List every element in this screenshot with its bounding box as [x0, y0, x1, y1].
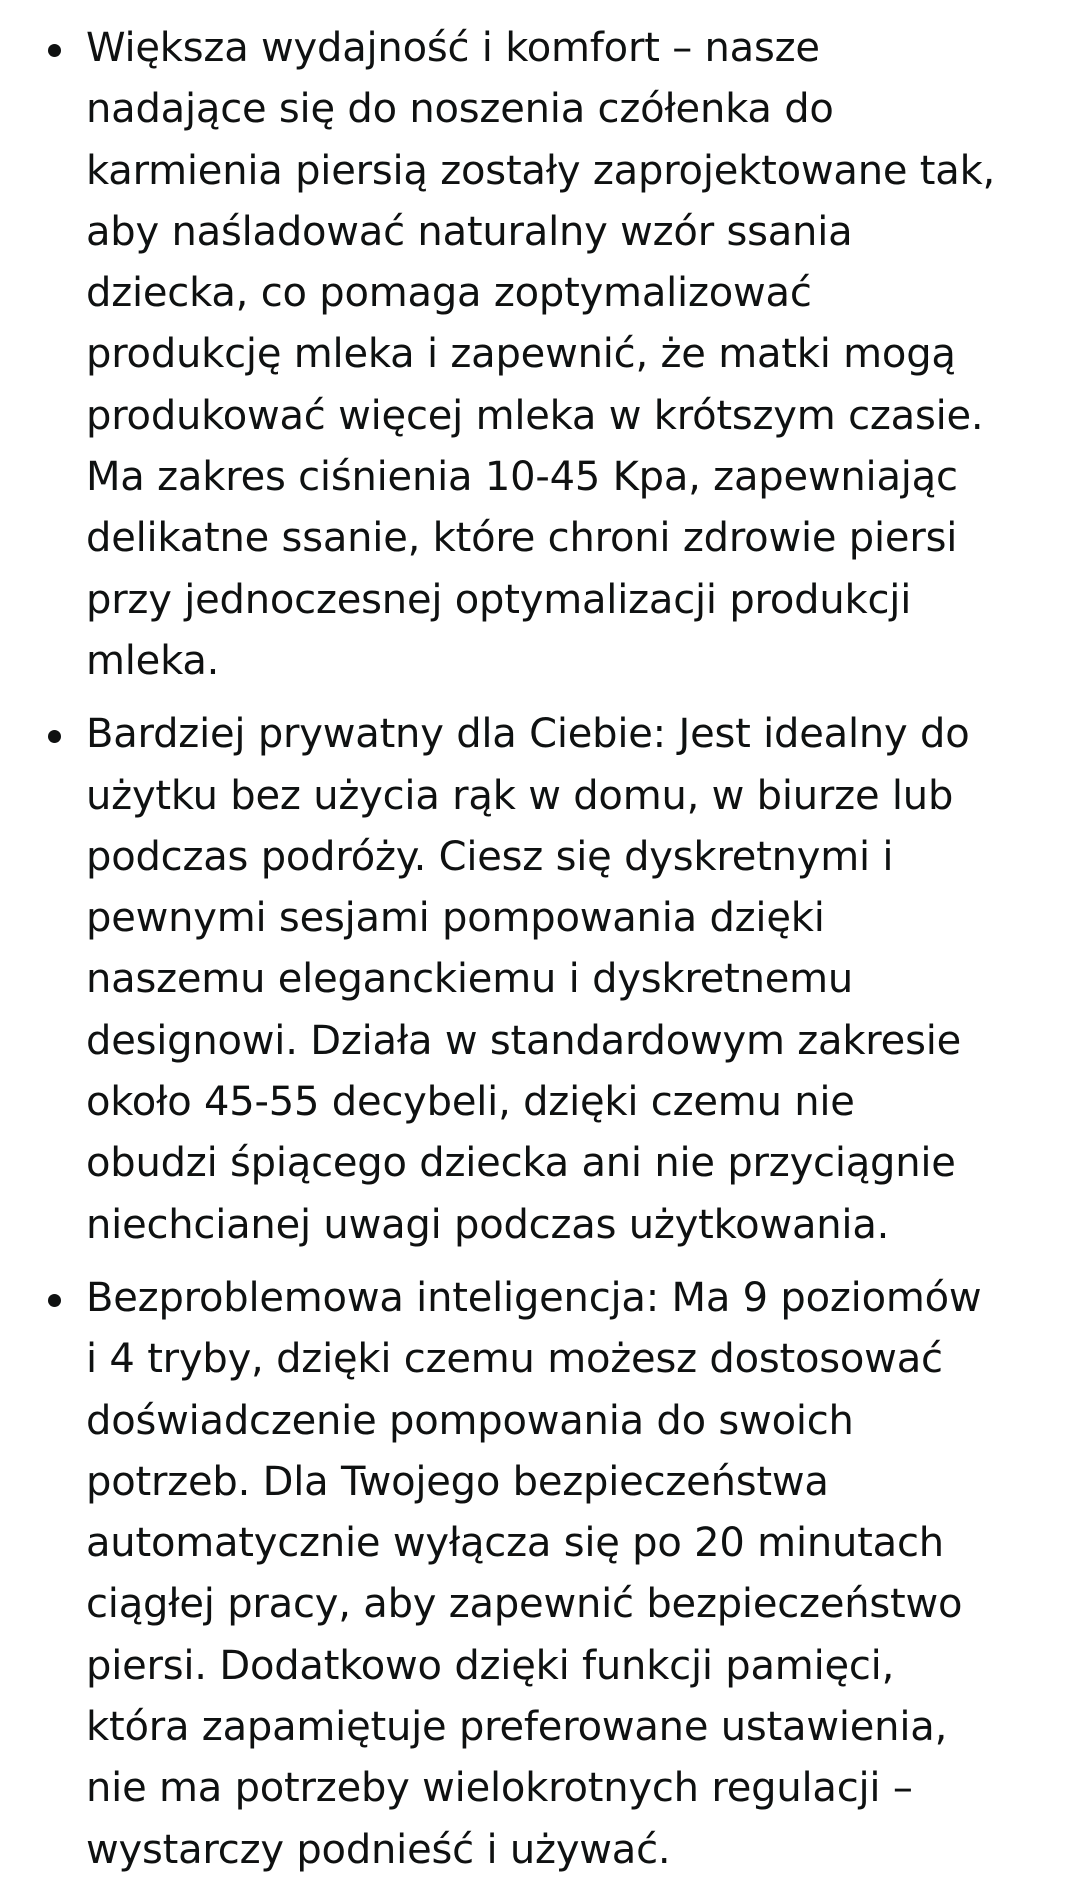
text-line: produkcję mleka i zapewnić, że matki mogą	[86, 331, 956, 378]
text-line: karmienia piersią zostały zaprojektowane tak,	[86, 147, 996, 194]
text-line: ciągłej pracy, aby zapewnić bezpieczeństwo	[86, 1581, 963, 1628]
text-line: obudzi śpiącego dziecka ani nie przyciągnie	[86, 1140, 956, 1187]
text-line: naszemu eleganckiemu i dyskretnemu	[86, 956, 854, 1003]
text-line: Bardziej prywatny dla Ciebie: Jest idealny do	[86, 711, 970, 758]
text-line: mleka.	[86, 637, 220, 684]
text-line: Większa wydajność i komfort – nasze	[86, 25, 820, 71]
text-line: około 45-55 decybeli, dzięki czemu nie	[86, 1079, 855, 1126]
text-line: która zapamiętuje preferowane ustawienia,	[86, 1704, 948, 1751]
text-line: nie ma potrzeby wielokrotnych regulacji –	[86, 1765, 913, 1812]
text-line: piersi. Dodatkowo dzięki funkcji pamięci,	[86, 1642, 895, 1689]
text-line: automatycznie wyłącza się po 20 minutach	[86, 1520, 944, 1567]
text-line: pewnymi sesjami pompowania dzięki	[86, 895, 825, 942]
feature-bullet-list	[0, 18, 1065, 1881]
text-line: użytku bez użycia rąk w domu, w biurze lub	[86, 772, 954, 819]
text-line: podczas podróży. Ciesz się dyskretnymi i	[86, 833, 894, 880]
product-description	[0, 18, 1065, 1893]
text-line: Bezproblemowa inteligencja: Ma 9 poziomów	[86, 1274, 982, 1321]
feature-bullet-privacy	[0, 704, 1065, 1256]
feature-bullet-efficiency	[0, 18, 1065, 692]
text-line: delikatne ssanie, które chroni zdrowie piersi	[86, 515, 958, 562]
text-line: przy jednoczesnej optymalizacji produkcji	[86, 576, 912, 623]
text-line: dziecka, co pomaga zoptymalizować	[86, 270, 812, 317]
feature-bullet-intelligence	[0, 1268, 1065, 1881]
text-line: produkować więcej mleka w krótszym czasie.	[86, 392, 984, 439]
text-line: doświadczenie pompowania do swoich	[86, 1397, 854, 1444]
text-line: designowi. Działa w standardowym zakresie	[86, 1017, 962, 1064]
feature-bullet-text	[86, 18, 1037, 692]
text-line: i 4 tryby, dzięki czemu możesz dostosować	[86, 1336, 943, 1383]
feature-bullet-text	[86, 704, 1037, 1256]
bullet-dot-icon	[48, 1294, 61, 1307]
text-line: Ma zakres ciśnienia 10-45 Kpa, zapewniając	[86, 454, 958, 501]
feature-bullet-text	[86, 1268, 1037, 1881]
bullet-dot-icon	[48, 730, 61, 743]
text-line: potrzeb. Dla Twojego bezpieczeństwa	[86, 1458, 829, 1505]
text-line: wystarczy podnieść i używać.	[86, 1826, 671, 1873]
text-line: aby naśladować naturalny wzór ssania	[86, 208, 853, 255]
text-line: niechcianej uwagi podczas użytkowania.	[86, 1201, 890, 1248]
bullet-dot-icon	[48, 44, 61, 57]
text-line: nadające się do noszenia czółenka do	[86, 86, 834, 133]
